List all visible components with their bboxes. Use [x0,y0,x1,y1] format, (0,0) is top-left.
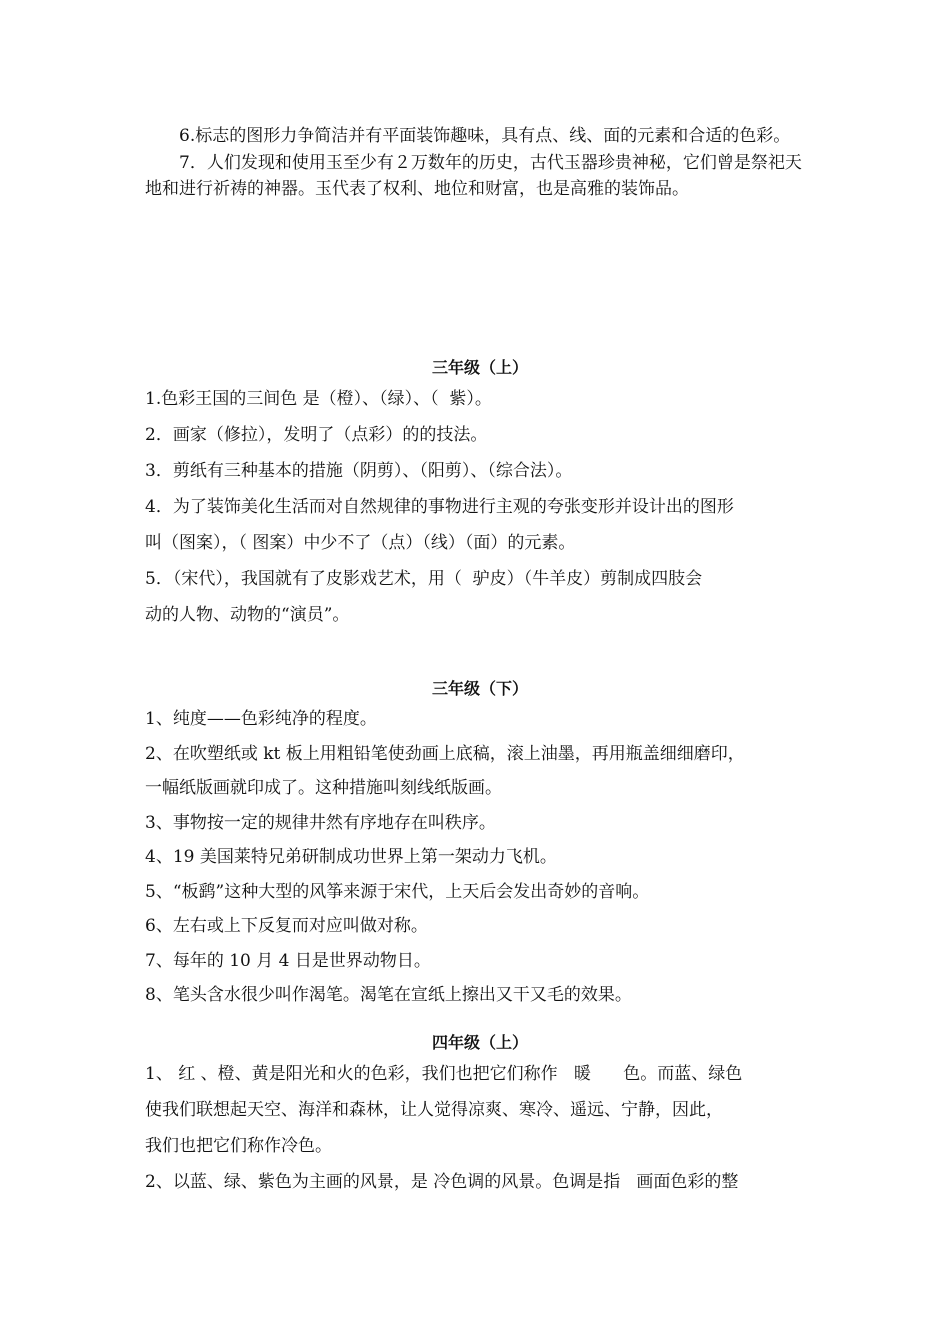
section-heading: 四年级（上） [431,1033,528,1052]
intro-section [145,123,815,203]
list-item: 1、纯度——色彩纯净的程度。 [145,709,377,729]
list-item: 2．画家（修拉），发明了（点彩）的的技法。 [145,425,488,445]
intro-paragraph-7: 7．人们发现和使用玉至少有２万数年的历史，古代玉器珍贵神秘，它们曾是祭祀天地和进行祈祷的神器。玉代表了权利、地位和财富，也是高雅的装饰品。 [145,152,802,199]
list-item: 我们也把它们称作冷色。 [145,1136,332,1156]
list-item: 4．为了装饰美化生活而对自然规律的事物进行主观的夸张变形并设计出的图形 [145,497,734,517]
list-item: 动的人物、动物的“演员”。 [145,605,350,625]
list-item: 3．剪纸有三种基本的措施（阴剪）、（阳剪）、（综合法）。 [145,461,573,481]
section-heading: 三年级（上） [431,358,528,377]
list-item: 2、以蓝、绿、紫色为主画的风景，是 冷色调的风景。色调是指 画面色彩的整 [145,1172,739,1192]
list-item: 1、 红 、橙、黄是阳光和火的色彩，我们也把它们称作 暖 色。而蓝、绿色 [145,1064,743,1084]
list-item: 2、在吹塑纸或 kt 板上用粗铅笔使劲画上底稿，滚上油墨，再用瓶盖细细磨印， [145,743,745,764]
section-grade3-up [145,355,815,633]
list-item: 5．（宋代），我国就有了皮影戏艺术，用（ 驴皮）（牛羊皮）剪制成四肢会 [145,569,703,589]
section-heading: 三年级（下） [431,679,528,698]
list-item: 使我们联想起天空、海洋和森林，让人觉得凉爽、寒冷、遥远、宁静，因此， [145,1100,723,1120]
section-grade3-down [145,676,815,1013]
list-item: 6、左右或上下反复而对应叫做对称。 [145,916,428,936]
section-grade4-up [145,1030,815,1200]
intro-paragraph-6: 6.标志的图形力争简洁并有平面装饰趣味，具有点、线、面的元素和合适的色彩。 [179,126,791,146]
list-item: 1.色彩王国的三间色 是（橙）、（绿）、（ 紫）。 [145,389,492,409]
list-item: 4、19 美国莱特兄弟研制成功世界上第一架动力飞机。 [145,847,557,867]
list-item: 7、每年的 10 月 4 日是世界动物日。 [145,950,431,971]
list-item: 一幅纸版画就印成了。这种措施叫刻线纸版画。 [145,778,502,798]
list-item: 8、笔头含水很少叫作渴笔。渴笔在宣纸上擦出又干又毛的效果。 [145,985,632,1005]
list-item: 叫（图案），（ 图案）中少不了（点）（线）（面）的元素。 [145,533,576,553]
list-item: 3、事物按一定的规律井然有序地存在叫秩序。 [145,812,496,833]
list-item: 5、“板鹞”这种大型的风筝来源于宋代，上天后会发出奇妙的音响。 [145,881,650,902]
